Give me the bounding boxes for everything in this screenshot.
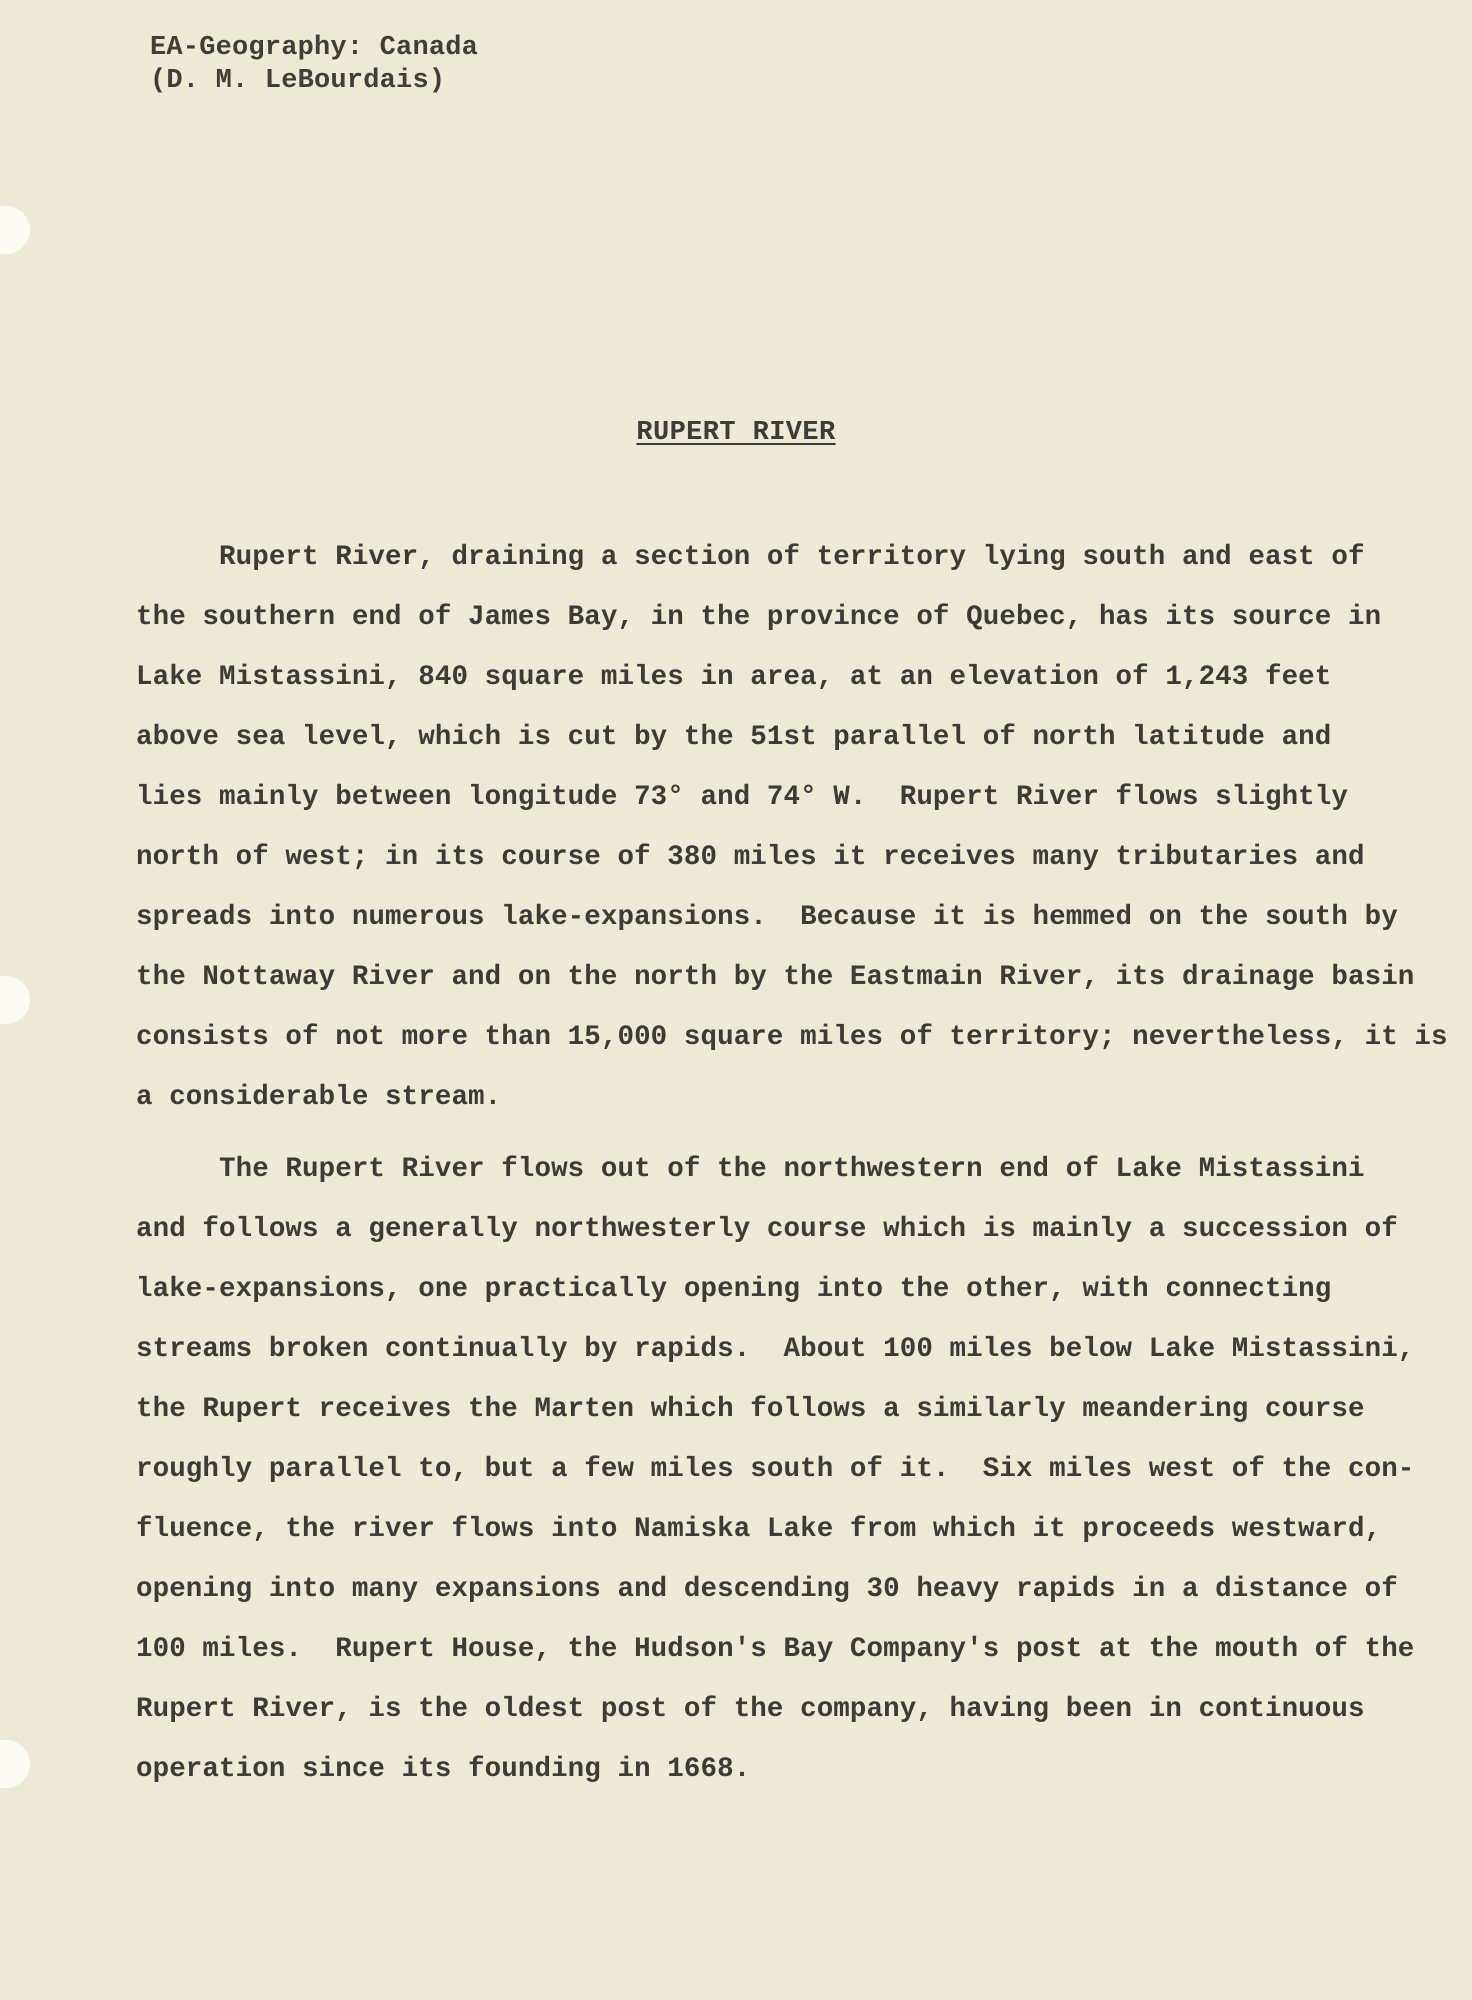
text-line: spreads into numerous lake-expansions. Because it is hemmed on the south by xyxy=(136,902,1398,933)
text-line: lake-expansions, one practically opening into the other, with connecting xyxy=(136,1274,1332,1305)
header-author: (D. M. LeBourdais) xyxy=(150,66,446,96)
punch-hole xyxy=(0,1740,30,1788)
text-line: lies mainly between longitude 73° and 74° W. Rupert River flows slightly xyxy=(136,782,1348,813)
text-line: The Rupert River flows out of the northwestern end of Lake Mistassini xyxy=(136,1154,1365,1185)
document-title: RUPERT RIVER xyxy=(636,418,836,448)
paragraph-2 xyxy=(136,1140,1415,1800)
text-line: above sea level, which is cut by the 51st parallel of north latitude and xyxy=(136,722,1332,753)
paragraph-1 xyxy=(136,528,1448,1128)
text-line: Rupert River, is the oldest post of the company, having been in continuous xyxy=(136,1694,1365,1725)
text-line: Lake Mistassini, 840 square miles in area, at an elevation of 1,243 feet xyxy=(136,662,1332,693)
text-line: the Rupert receives the Marten which follows a similarly meandering course xyxy=(136,1394,1365,1425)
text-line: Rupert River, draining a section of territory lying south and east of xyxy=(136,542,1365,573)
text-line: opening into many expansions and descending 30 heavy rapids in a distance of xyxy=(136,1574,1398,1605)
text-line: the southern end of James Bay, in the province of Quebec, has its source in xyxy=(136,602,1382,633)
text-line: and follows a generally northwesterly course which is mainly a succession of xyxy=(136,1214,1398,1245)
text-line: roughly parallel to, but a few miles south of it. Six miles west of the con- xyxy=(136,1454,1415,1485)
text-line: streams broken continually by rapids. About 100 miles below Lake Mistassini, xyxy=(136,1334,1415,1365)
text-line: operation since its founding in 1668. xyxy=(136,1754,751,1785)
text-line: consists of not more than 15,000 square miles of territory; nevertheless, it is xyxy=(136,1022,1448,1053)
text-line: north of west; in its course of 380 miles it receives many tributaries and xyxy=(136,842,1365,873)
header-subject: EA-Geography: Canada xyxy=(150,33,479,63)
text-line: a considerable stream. xyxy=(136,1082,502,1113)
text-line: fluence, the river flows into Namiska Lake from which it proceeds westward, xyxy=(136,1514,1382,1545)
punch-hole xyxy=(0,976,30,1024)
text-line: 100 miles. Rupert House, the Hudson's Bay Company's post at the mouth of the xyxy=(136,1634,1415,1665)
document-header xyxy=(150,32,478,98)
text-line: the Nottaway River and on the north by the Eastmain River, its drainage basin xyxy=(136,962,1415,993)
punch-hole xyxy=(0,206,30,254)
